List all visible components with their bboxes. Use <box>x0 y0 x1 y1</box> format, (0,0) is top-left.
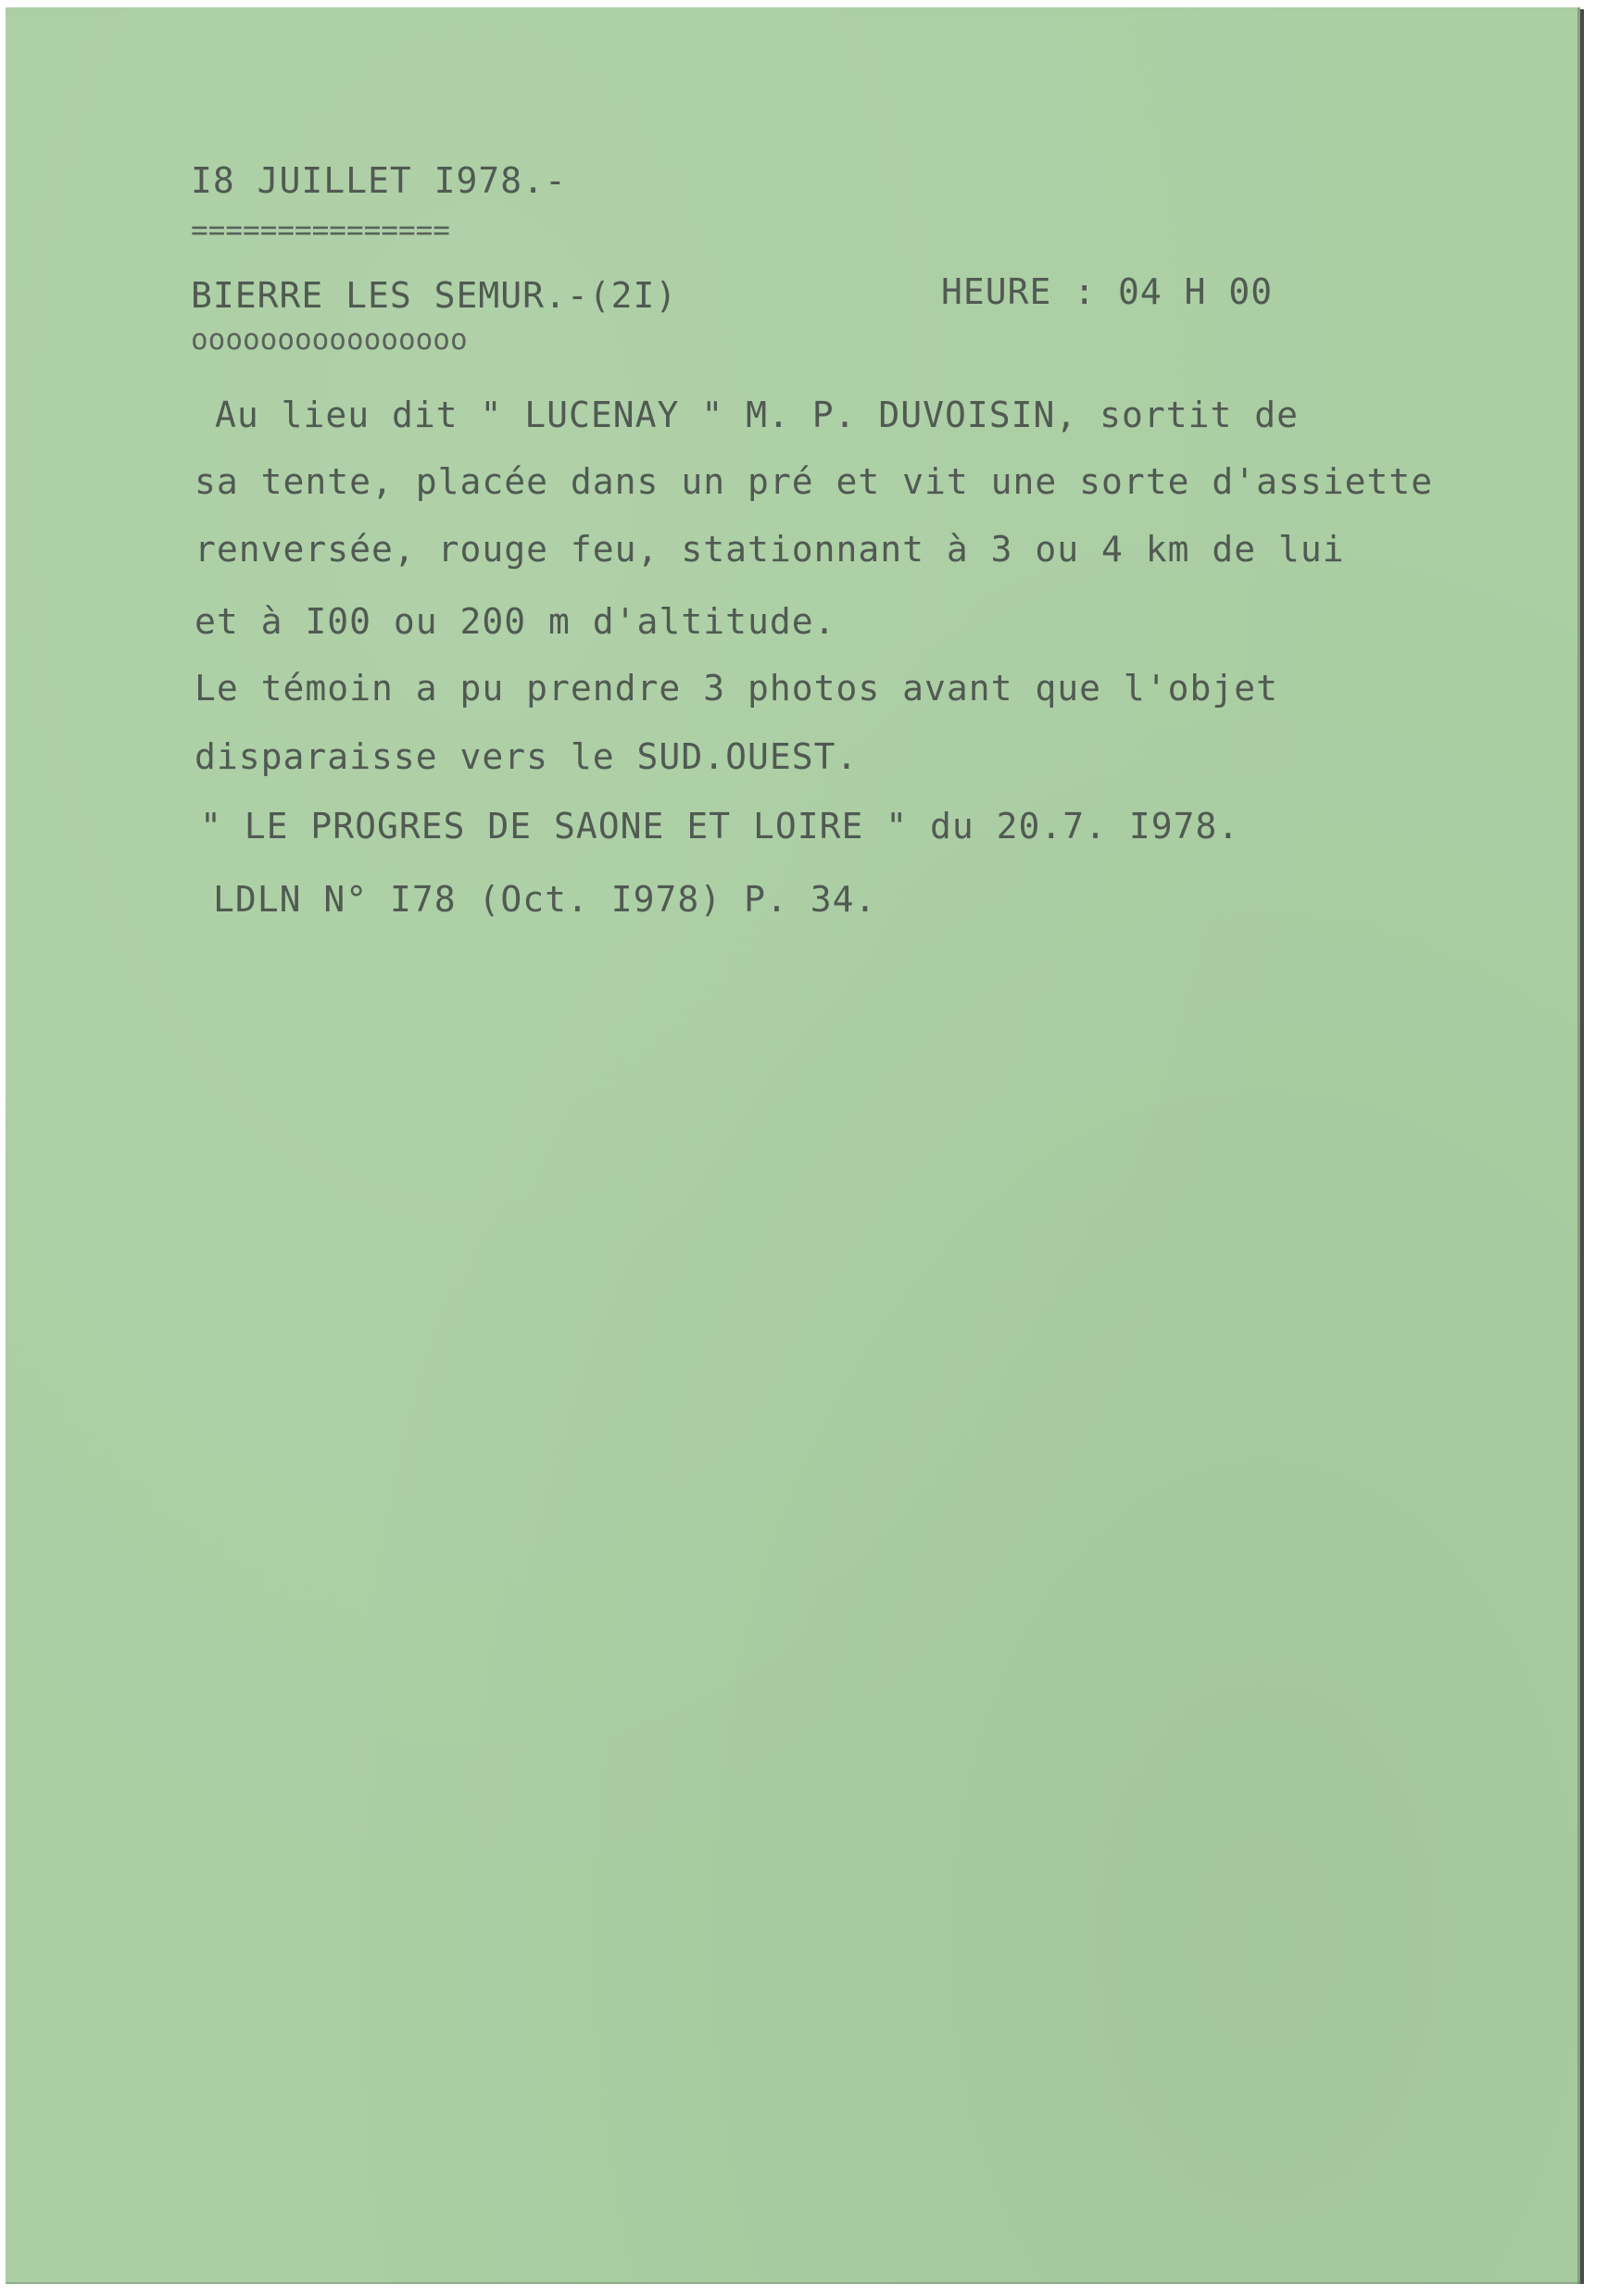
paper-edge-shadow <box>1580 9 1584 2284</box>
body-line-5: Le témoin a pu prendre 3 photos avant que l'objet <box>195 668 1279 709</box>
body-line-3: renversée, rouge feu, stationnant à 3 ou 4 km de lui <box>195 529 1345 570</box>
report-location: BIERRE LES SEMUR.-(2I) <box>191 275 678 316</box>
body-line-6: disparaisse vers le SUD.OUEST. <box>195 736 859 777</box>
ldln-reference: LDLN N° I78 (Oct. I978) P. 34. <box>213 879 877 920</box>
newspaper-source: " LE PROGRES DE SAONE ET LOIRE " du 20.7. I978. <box>200 806 1240 847</box>
date-underline: =============== <box>191 214 450 247</box>
body-line-1: Au lieu dit " LUCENAY " M. P. DUVOISIN, sortit de <box>215 395 1300 435</box>
body-line-4: et à I00 ou 200 m d'altitude. <box>195 601 836 642</box>
green-paper-sheet <box>6 7 1580 2284</box>
report-time: HEURE : 04 H 00 <box>941 271 1274 312</box>
body-line-2: sa tente, placée dans un pré et vit une sorte d'assiette <box>195 461 1434 502</box>
report-date: I8 JUILLET I978.- <box>191 160 567 201</box>
location-underline: oooooooooooooooo <box>191 323 468 357</box>
